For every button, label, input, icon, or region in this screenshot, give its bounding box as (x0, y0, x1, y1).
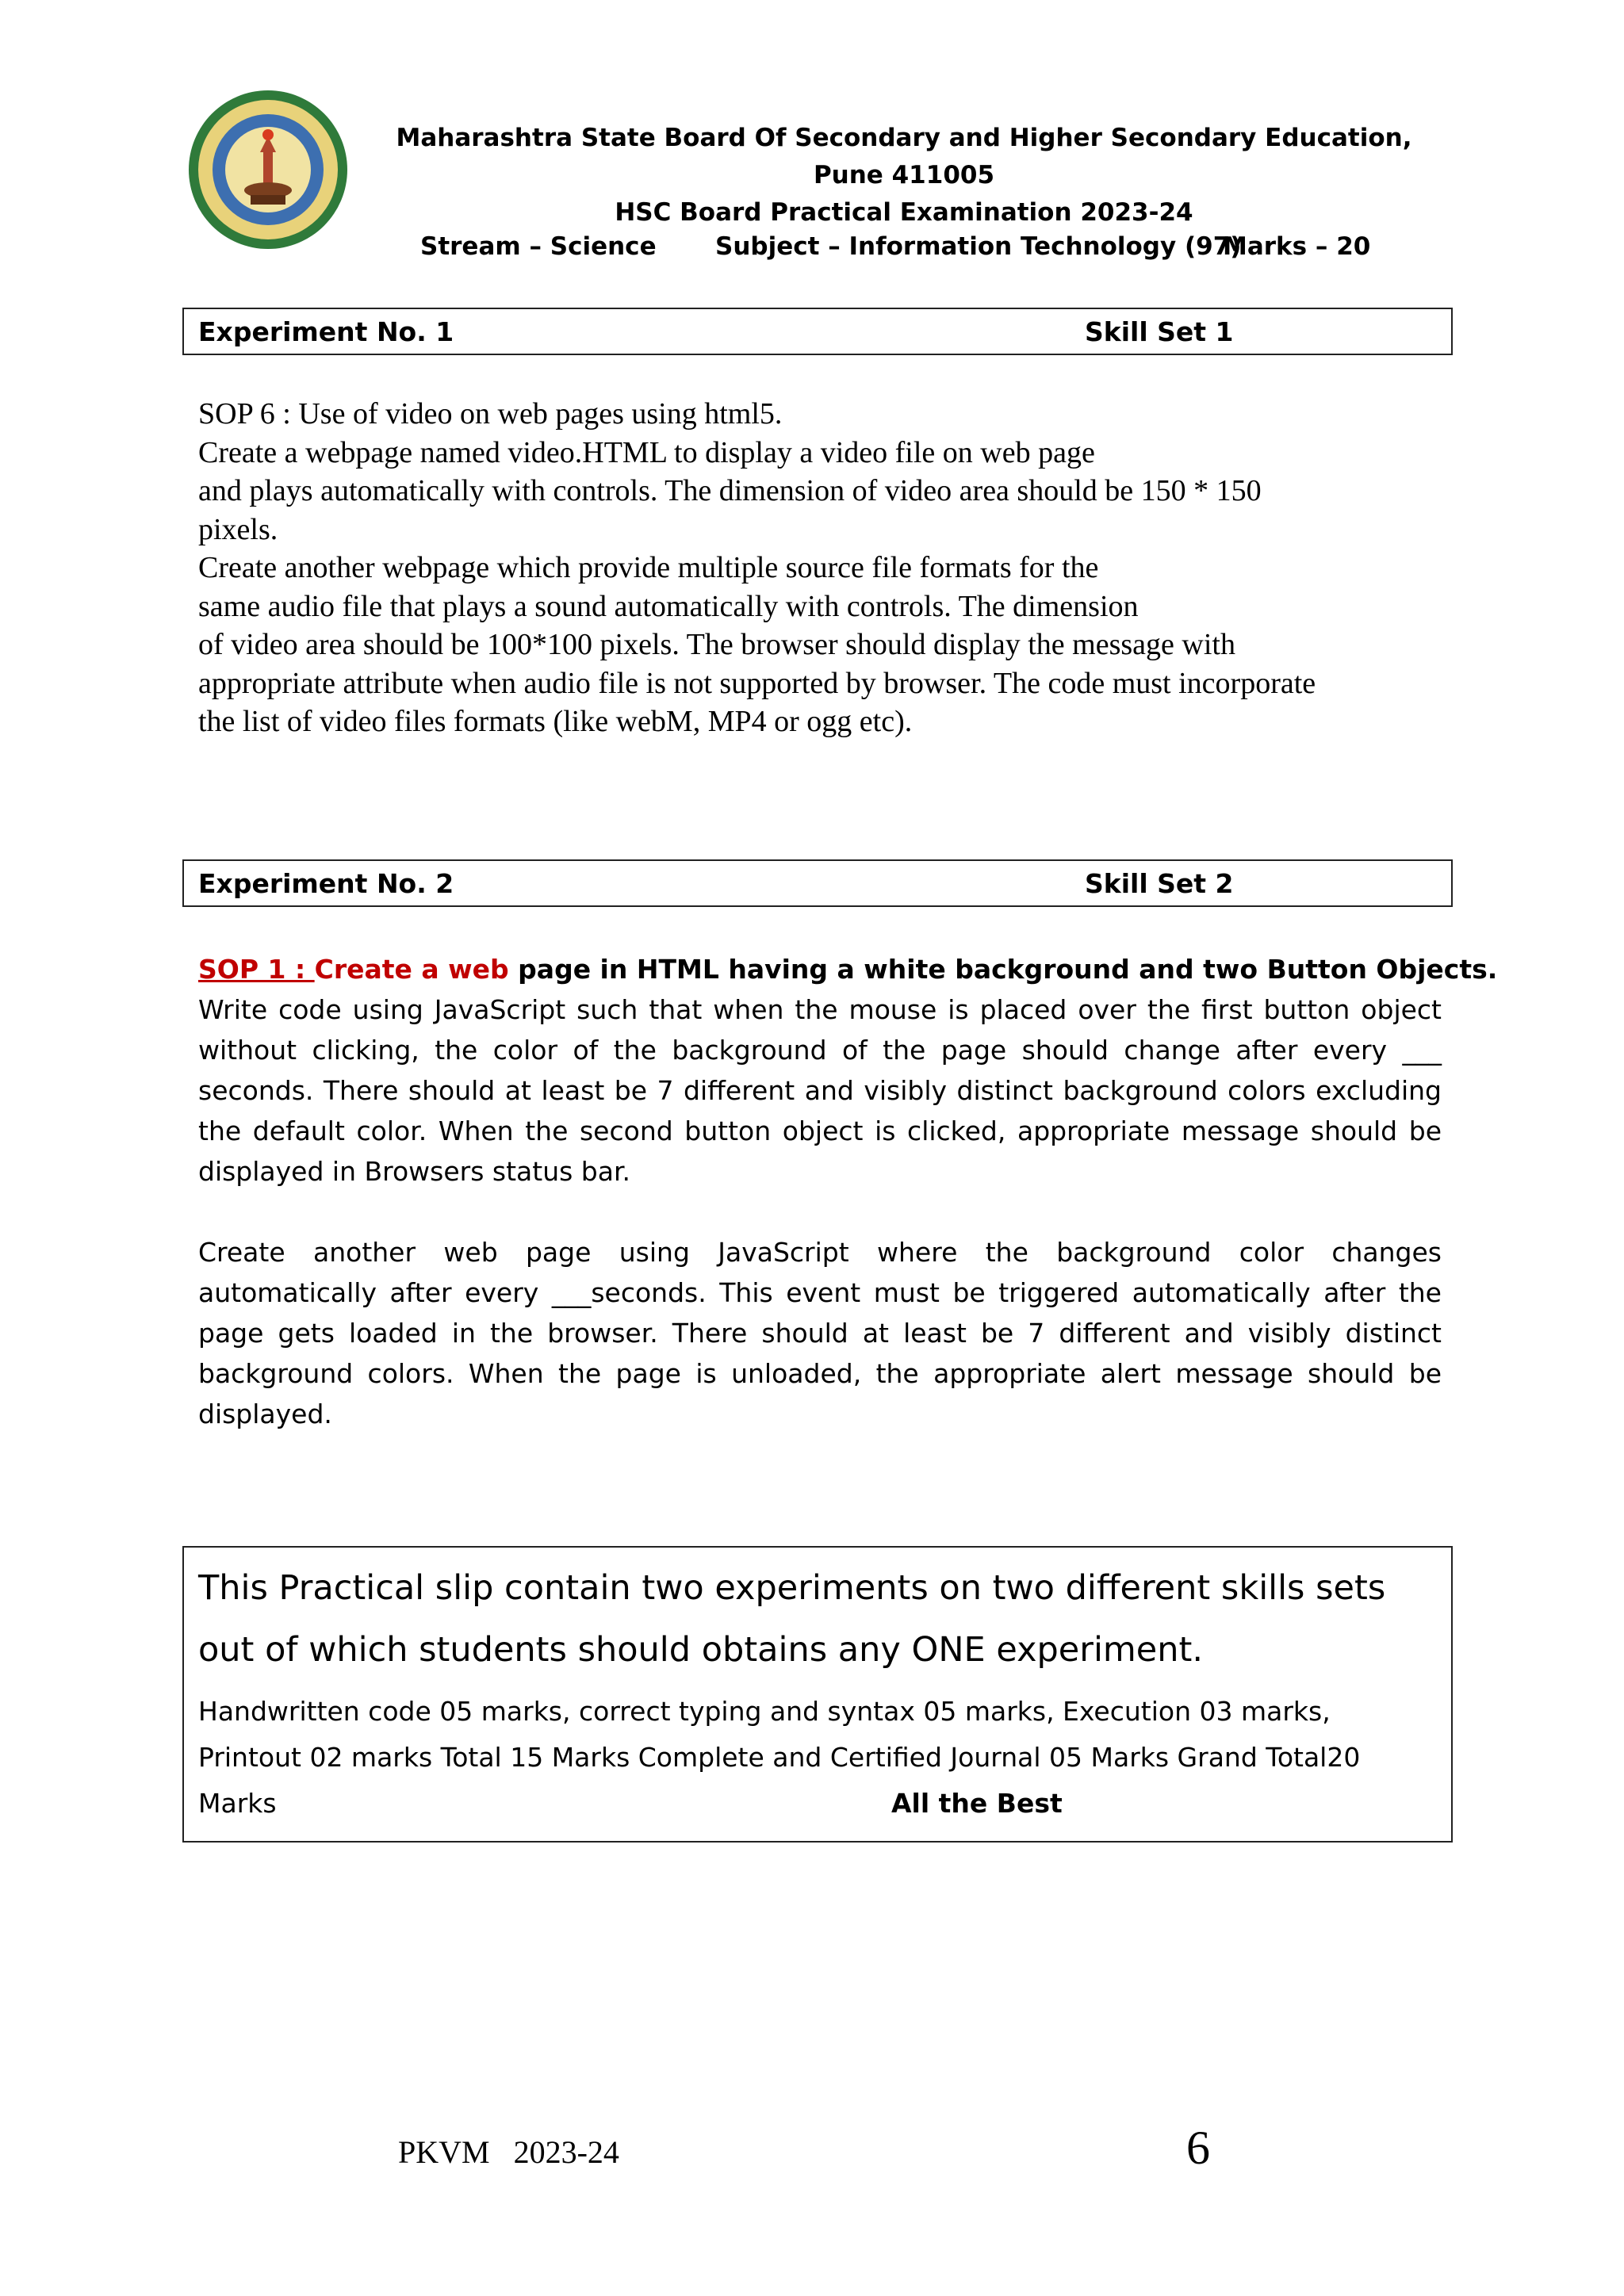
exp2-para2-line: background colors. When the page is unloaded, the appropriate alert message should be (198, 1358, 1442, 1389)
instructions-box (182, 1546, 1453, 1843)
exp2-para2-line: automatically after every ___seconds. This event must be triggered automatically after the (198, 1277, 1442, 1308)
exp1-line: Create another webpage which provide multiple source file formats for the (198, 551, 1099, 584)
sop-label: SOP 1 : (198, 954, 315, 985)
experiment-1-body (198, 395, 1451, 741)
page-number: 6 (1186, 2122, 1210, 2174)
marks-line2: Printout 02 marks Total 15 Marks Complete and Certified Journal 05 Marks Grand Total20 (198, 1742, 1361, 1773)
marks-line1: Handwritten code 05 marks, correct typing and syntax 05 marks, Execution 03 marks, (198, 1696, 1331, 1727)
exp1-line: SOP 6 : Use of video on web pages using html5. (198, 397, 783, 430)
header-marks: Marks – 20 (1223, 232, 1371, 261)
exp1-line: Create a webpage named video.HTML to display a video file on web page (198, 435, 1095, 469)
header-line2: Pune 411005 (813, 161, 995, 189)
exp2-para1-line: displayed in Browsers status bar. (198, 1156, 630, 1187)
experiment-2-header (182, 859, 1453, 907)
experiment-2-skill: Skill Set 2 (1085, 868, 1234, 899)
header-line1: Maharashtra State Board Of Secondary and Higher Secondary Education, (396, 124, 1412, 152)
experiment-2-body (198, 949, 1498, 1434)
exp1-line: appropriate attribute when audio file is not supported by browser. The code must incorporate (198, 666, 1316, 700)
marks-line3-text: Marks (198, 1788, 277, 1819)
sop-rest-text: page in HTML having a white background and two Button Objects. (508, 954, 1498, 985)
experiment-2-number: Experiment No. 2 (198, 868, 454, 899)
exp1-line: pixels. (198, 512, 278, 546)
experiment-1-skill: Skill Set 1 (1085, 316, 1234, 347)
exp2-para2-line: Create another web page using JavaScript where the background color changes (198, 1237, 1442, 1268)
exp2-para1-line: the default color. When the second button object is clicked, appropriate message should be (198, 1115, 1442, 1146)
exp2-sop-title (198, 949, 1498, 989)
exp2-para2-line: displayed. (198, 1399, 332, 1429)
header-info-row (420, 228, 1467, 265)
header-subject: Subject – Information Technology (97) (715, 232, 1242, 261)
header-stream: Stream – Science (420, 232, 657, 261)
experiment-1-header (182, 308, 1453, 355)
exp2-para1-line: without clicking, the color of the background of the page should change after every ___ (198, 1035, 1442, 1066)
exp2-para1-line: Write code using JavaScript such that when the mouse is placed over the first button object (198, 994, 1442, 1025)
exp2-para2-line: page gets loaded in the browser. There should at least be 7 different and visibly distinct (198, 1318, 1442, 1349)
exp1-line: same audio file that plays a sound automatically with controls. The dimension (198, 589, 1139, 623)
experiment-1-number: Experiment No. 1 (198, 316, 454, 347)
sop-red-text: Create a web (314, 954, 509, 985)
exp2-para1-line: seconds. There should at least be 7 different and visibly distinct background colors excluding (198, 1075, 1442, 1106)
exp1-line: the list of video files formats (like webM, MP4 or ogg etc). (198, 705, 913, 738)
instructions-line1: This Practical slip contain two experiments on two different skills sets (198, 1568, 1386, 1608)
all-the-best: All the Best (891, 1788, 1063, 1819)
exp1-line: of video area should be 100*100 pixels. The browser should display the message with (198, 628, 1235, 661)
footer-school: PKVM 2023-24 (398, 2134, 619, 2170)
instructions-line2: out of which students should obtains any ONE experiment. (198, 1630, 1204, 1670)
marks-line3 (198, 1781, 1435, 1827)
board-logo (187, 89, 349, 251)
exp1-line: and plays automatically with controls. The dimension of video area should be 150 * 150 (198, 474, 1262, 507)
header-line3: HSC Board Practical Examination 2023-24 (615, 198, 1193, 227)
